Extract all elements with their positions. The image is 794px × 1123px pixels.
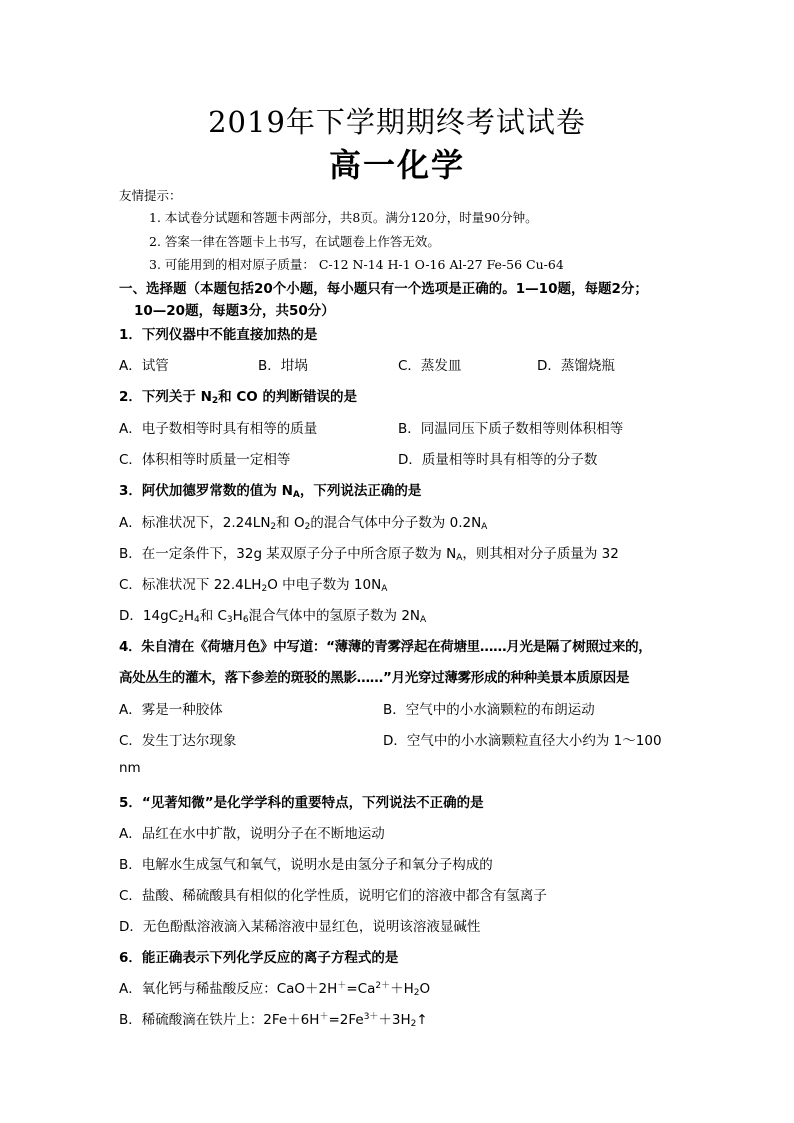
note-item-2: 2. 答案一律在答题卡上书写，在试题卷上作答无效。 (149, 234, 440, 249)
q1-option-c: C．蒸发皿 (398, 358, 462, 374)
q3-option-d: D．$14gC_2H_4$和 $C_3H_6$混合气体中的氢原子数为 $2N_A$ (119, 608, 427, 625)
q5-option-d: D．无色酚酞溶液滴入某稀溶液中显红色，说明该溶液显碱性 (119, 919, 481, 935)
q6-option-b: B．稀硫酸滴在铁片上：$2Fe+6H^+=2Fe^{3+}+3H_2↑$ (119, 1012, 428, 1029)
q6-option-a: A．氧化钙与稀盐酸反应：$CaO+2H^+=Ca^{2+}+H_2O$ (119, 981, 431, 998)
q2-option-d: D．质量相等时具有相等的分子数 (398, 452, 598, 468)
section-heading-line-2: 10—20题，每题3分，共50分） (134, 303, 335, 319)
q1-option-a: A．试管 (119, 358, 169, 374)
note-item-3: 3. 可能用到的相对原子质量： C-12 N-14 H-1 O-16 Al-27 Fe-56 Cu-64 (149, 257, 564, 272)
q5-stem: 5．“见著知微”是化学学科的重要特点，下列说法不正确的是 (119, 795, 484, 811)
q1-option-d: D．蒸馏烧瓶 (537, 358, 615, 374)
q4-option-d-continued: nm (119, 760, 141, 776)
section-heading-line-1: 一、选择题（本题包括20个小题，每小题只有一个选项是正确的。1—10题，每题2分； (119, 281, 648, 297)
q1-option-b: B．坩埚 (258, 358, 308, 374)
q3-option-b: B．在一定条件下，32g 某双原子分子中所含原子数为 $N_A$，则其相对分子质量为 32 (119, 546, 619, 563)
q3-option-a: A．标准状况下，$2.24LN_2$和 $O_2$的混合气体中分子数为 $0.2N_A$ (119, 515, 488, 532)
q4-stem-line-2: 高处丛生的灌木，落下参差的斑驳的黑影……”月光穿过薄雾形成的种种美景本质原因是 (119, 670, 630, 686)
q2-option-c: C．体积相等时质量一定相等 (119, 452, 291, 468)
q1-stem: 1．下列仪器中不能直接加热的是 (119, 327, 318, 343)
note-item-1: 1. 本试卷分试题和答题卡两部分，共8页。满分120分，时量90分钟。 (149, 210, 538, 225)
subject-title: 高一化学 (328, 146, 465, 184)
q6-stem: 6．能正确表示下列化学反应的离子方程式的是 (119, 950, 399, 966)
q4-stem-line-1: 4．朱自清在《荷塘月色》中写道：“薄薄的青雾浮起在荷塘里……月光是隔了树照过来的， (119, 639, 652, 655)
exam-title: 2019年下学期期终考试试卷 (208, 105, 586, 139)
q2-stem: 2．下列关于 $N_2$和 CO 的判断错误的是 (119, 389, 357, 406)
notes-heading: 友情提示： (119, 188, 182, 203)
q2-option-b: B．同温同压下质子数相等则体积相等 (398, 421, 624, 437)
q2-option-a: A．电子数相等时具有相等的质量 (119, 421, 318, 437)
q4-option-c: C．发生丁达尔现象 (119, 733, 237, 749)
q3-stem: 3．阿伏加德罗常数的值为 $N_A$，下列说法正确的是 (119, 483, 422, 500)
q4-option-a: A．雾是一种胶体 (119, 702, 223, 718)
q5-option-c: C．盐酸、稀硫酸具有相似的化学性质，说明它们的溶液中都含有氢离子 (119, 888, 547, 904)
q4-option-d: D．空气中的小水滴颗粒直径大小约为 1～100 (383, 733, 662, 749)
q5-option-b: B．电解水生成氢气和氧气，说明水是由氢分子和氧分子构成的 (119, 857, 493, 873)
q3-option-c: C．标准状况下 $22.4LH_2O$ 中电子数为 $10N_A$ (119, 577, 388, 594)
q5-option-a: A．品红在水中扩散，说明分子在不断地运动 (119, 826, 385, 842)
q4-option-b: B．空气中的小水滴颗粒的布朗运动 (383, 702, 595, 718)
